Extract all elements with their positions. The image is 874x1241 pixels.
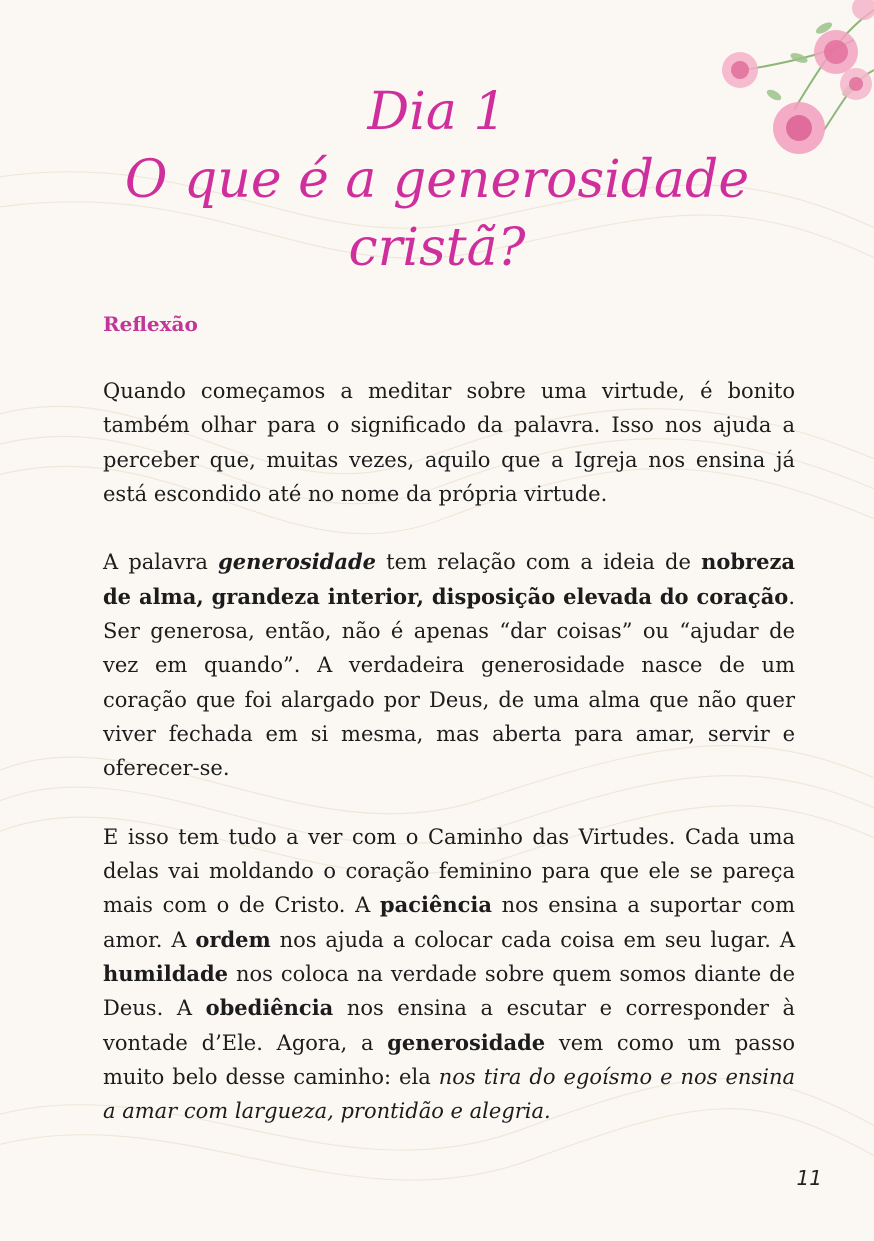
- paragraph-3: [103, 820, 795, 1129]
- text-run: A palavra: [103, 550, 219, 575]
- text-run: . Ser generosa, então, não é apenas “dar coisas” ou “ajudar de vez em quando”. A verdadeira generosidade nasce de um coração que foi alargado por Deus, de uma alma que não quer viver fechada em si mesma, mas aberta para amar, servir e oferecer-se.: [103, 584, 795, 781]
- text-run: E isso tem tudo a ver com o Caminho das Virtudes. Cada uma delas vai moldando o coração feminino para que ele se pareça mais com o de Cristo. A: [103, 824, 795, 918]
- text-run: nos ajuda a colocar cada coisa em seu lugar. A: [270, 927, 795, 952]
- bold-phrase: nobreza de alma, grandeza interior, disposição elevada do coração: [103, 549, 796, 609]
- section-label: Reflexão: [103, 312, 198, 336]
- text-run: nos ensina a suportar com amor. A: [103, 893, 795, 952]
- bold-term: ordem: [195, 926, 271, 952]
- page-number: 11: [796, 1166, 822, 1190]
- italic-phrase: nos tira do egoísmo e nos ensina a amar com largueza, prontidão e alegria.: [103, 1064, 795, 1124]
- paragraph-2: [103, 545, 795, 785]
- paragraph-1: Quando começamos a meditar sobre uma virtude, é bonito também olhar para o significado da palavra. Isso nos ajuda a perceber que, muitas vezes, aquilo que a Igreja nos ensina já está escondido até no nome da própria virtude.: [103, 379, 795, 506]
- text-run: nos ensina a escutar e corresponder à vontade d’Ele. Agora, a: [103, 996, 795, 1055]
- title-day: Dia 1: [367, 82, 507, 142]
- bold-term: paciência: [379, 892, 492, 918]
- text-run: nos coloca na verdade sobre quem somos diante de Deus. A: [103, 962, 795, 1021]
- title-question: O que é a generosidade: [124, 150, 750, 210]
- title-question-end: cristã?: [348, 218, 526, 278]
- emphasis-term: generosidade: [218, 549, 377, 575]
- bold-term: humildade: [103, 961, 229, 987]
- bold-term: obediência: [205, 995, 334, 1021]
- bold-term: generosidade: [387, 1029, 546, 1055]
- text-run: vem como um passo muito belo desse caminho: ela: [103, 1030, 795, 1089]
- text-run: tem relação com a ideia de: [376, 550, 702, 575]
- reflection-text: [103, 374, 795, 1163]
- page-title: [60, 78, 814, 282]
